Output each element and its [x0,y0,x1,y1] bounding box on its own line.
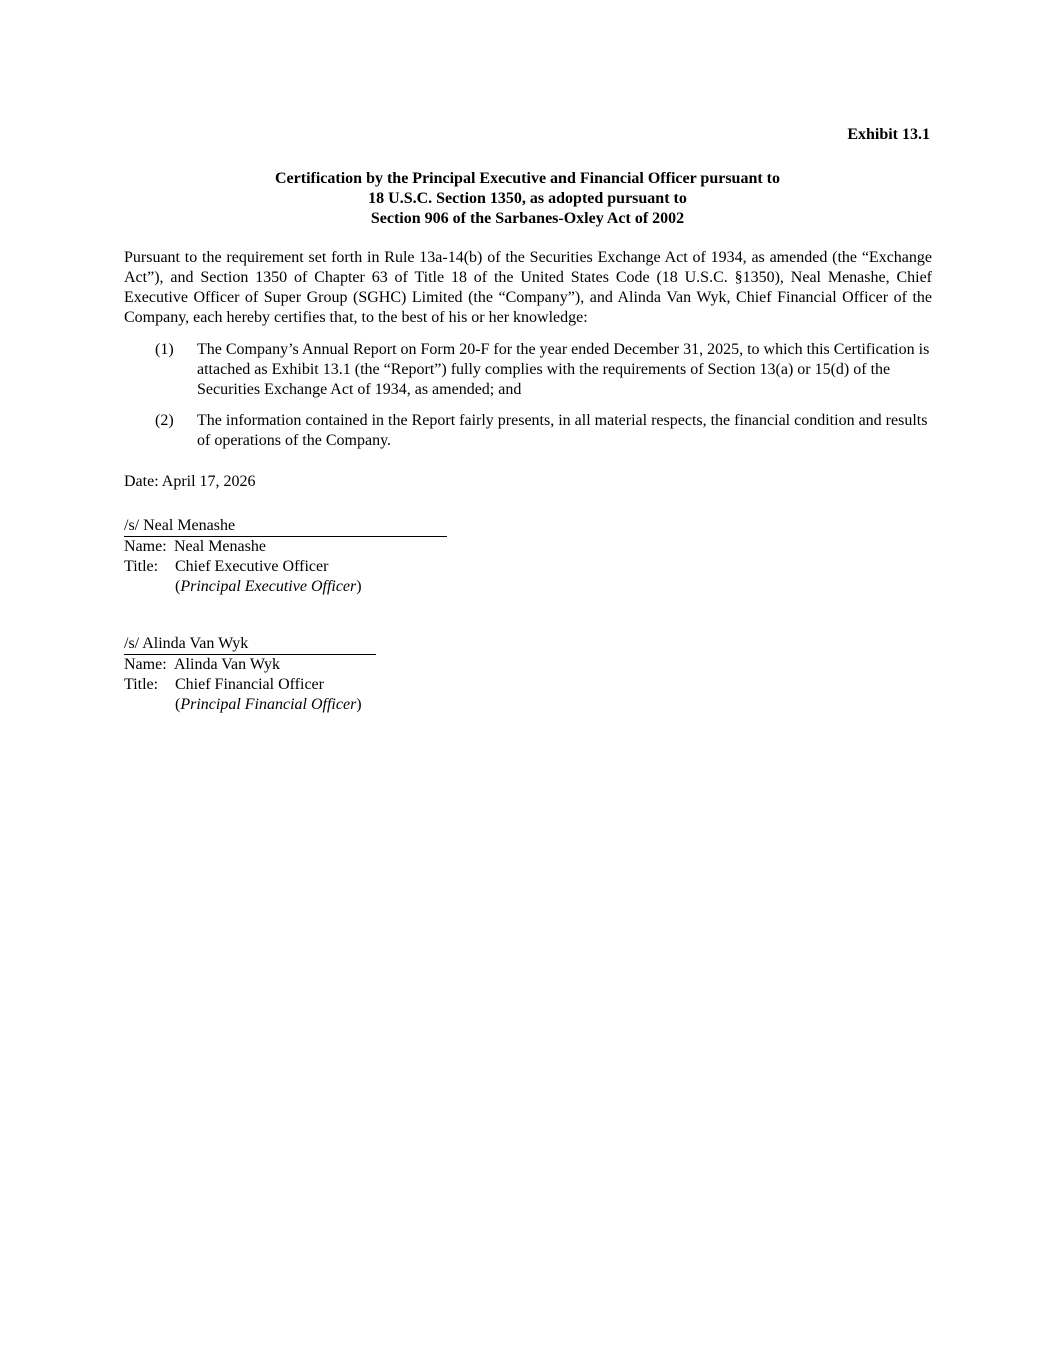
signature-line [124,516,447,537]
signer-name: Alinda Van Wyk [174,656,280,673]
title-line-1: Certification by the Principal Executive and Financial Officer pursuant to [274,170,780,187]
list-item-number: (1) [155,341,174,358]
signature-line [124,634,376,655]
title-line-2: 18 U.S.C. Section 1350, as adopted pursuant to [368,190,687,207]
signer-name: Neal Menashe [174,538,266,555]
signer-name-row [124,655,376,675]
signer-title: Chief Financial Officer [175,676,324,693]
title-label: Title: [124,558,159,575]
list-item-number: (2) [155,412,174,429]
signature-block-ceo [124,516,447,597]
signer-title: Chief Executive Officer [175,558,329,575]
signer-role: (Principal Financial Officer) [175,696,362,713]
signer-role-text: Principal Financial Officer [180,696,357,713]
signer-role-row [124,577,447,597]
signer-role: (Principal Executive Officer) [175,578,362,595]
name-label: Name: [124,656,167,673]
list-item-text: The Company’s Annual Report on Form 20-F for the year ended December 31, 2025, to which this Certification is attached as Exhibit 13.1 (the “Report”) fully complies with the requirements of Section 13(a) or 15(d) of the Securities Exchange Act of 1934, as amended; and [197,341,930,398]
signature-text: /s/ Alinda Van Wyk [124,635,249,652]
intro-paragraph: Pursuant to the requirement set forth in Rule 13a-14(b) of the Securities Exchange Act of 1934, as amended (the “Exchange Act”), and Section 1350 of Chapter 63 of Title 18 of the United States Code (18 U.S.C. §1350), Neal Menashe, Chief Executive Officer of Super Group (SGHC) Limited (the “Company”), and Alinda Van Wyk, Chief Financial Officer of the Company, each hereby certifies that, to the best of his or her knowledge: [124,249,932,326]
exhibit-label: Exhibit 13.1 [847,126,930,143]
signer-name-row [124,537,447,557]
certification-date: Date: April 17, 2026 [124,473,256,490]
signer-title-row [124,675,376,695]
document-title [0,169,1055,229]
name-label: Name: [124,538,167,555]
signer-role-row [124,695,376,715]
title-line-3: Section 906 of the Sarbanes-Oxley Act of 2002 [370,210,685,227]
list-item-text: The information contained in the Report fairly presents, in all material respects, the financial condition and results of operations of the Company. [197,412,928,449]
title-label: Title: [124,676,159,693]
signer-role-text: Principal Executive Officer [180,578,357,595]
signature-block-cfo [124,634,376,715]
signer-title-row [124,557,447,577]
signature-text: /s/ Neal Menashe [124,517,236,534]
